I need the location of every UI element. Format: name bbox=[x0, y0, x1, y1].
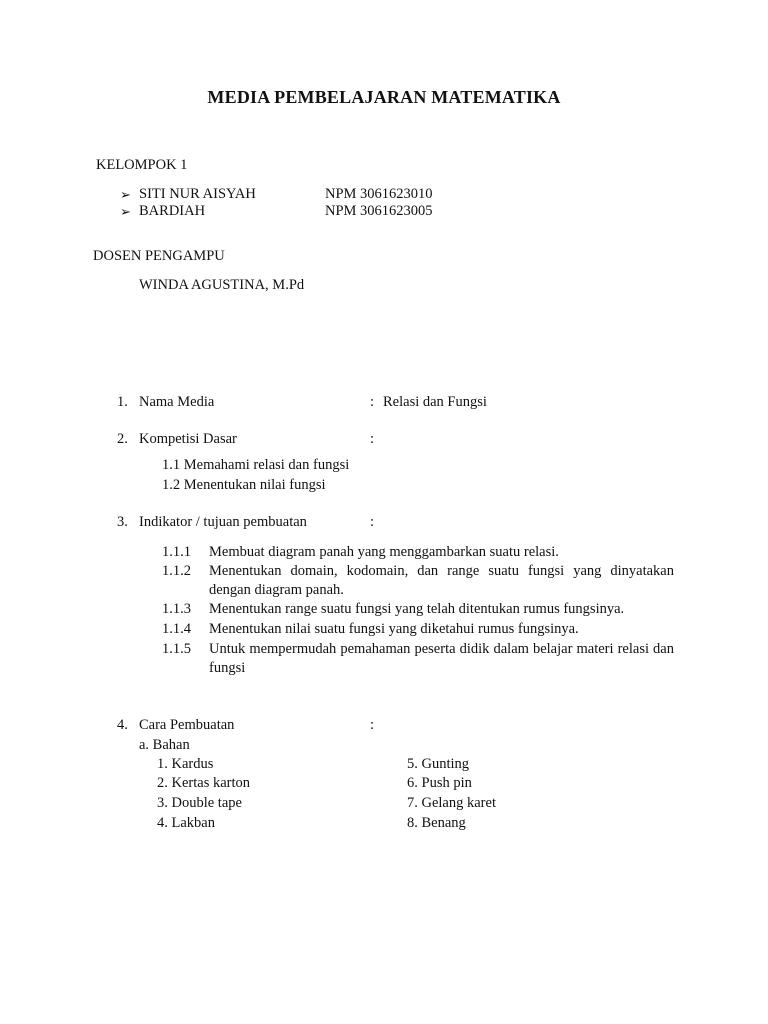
arrow-bullet-icon: ➢ bbox=[120, 204, 131, 219]
member-npm: NPM 3061623010 bbox=[325, 186, 433, 202]
member-npm: NPM 3061623005 bbox=[325, 203, 433, 219]
section-number: 3. bbox=[117, 514, 128, 530]
lecturer-label: DOSEN PENGAMPU bbox=[93, 248, 225, 264]
list-item: 7. Gelang karet bbox=[407, 795, 496, 811]
section-colon: : bbox=[370, 717, 375, 733]
section-colon: : bbox=[370, 394, 375, 410]
group-label: KELOMPOK 1 bbox=[96, 157, 188, 173]
indicator-code: 1.1.1 bbox=[162, 544, 191, 560]
list-item: 4. Lakban bbox=[157, 815, 215, 831]
indicator-code: 1.1.4 bbox=[162, 621, 191, 637]
section-value: Relasi dan Fungsi bbox=[383, 394, 487, 410]
list-item: 3. Double tape bbox=[157, 795, 242, 811]
section-label: Indikator / tujuan pembuatan bbox=[139, 514, 307, 530]
list-item: 1. Kardus bbox=[157, 756, 214, 772]
indicator-text: Menentukan range suatu fungsi yang telah ditentukan rumus fungsinya. bbox=[209, 601, 625, 617]
section-colon: : bbox=[370, 514, 375, 530]
sub-label-bahan: a. Bahan bbox=[139, 737, 190, 753]
section-number: 2. bbox=[117, 431, 128, 447]
section-label: Nama Media bbox=[139, 394, 215, 410]
document-title: MEDIA PEMBELAJARAN MATEMATIKA bbox=[207, 87, 561, 107]
indicator-text: Membuat diagram panah yang menggambarkan suatu relasi. bbox=[209, 544, 559, 560]
list-item: 8. Benang bbox=[407, 815, 466, 831]
indicator-text: Menentukan domain, kodomain, dan range suatu fungsi yang dinyatakan dengan diagram panah. bbox=[209, 563, 674, 598]
list-item: 2. Kertas karton bbox=[157, 775, 251, 791]
indicator-text: Menentukan nilai suatu fungsi yang diketahui rumus fungsinya. bbox=[209, 621, 579, 637]
section-number: 4. bbox=[117, 717, 128, 733]
arrow-bullet-icon: ➢ bbox=[120, 187, 131, 202]
section-label: Kompetisi Dasar bbox=[139, 431, 237, 447]
list-item: 6. Push pin bbox=[407, 775, 472, 791]
indicator-code: 1.1.3 bbox=[162, 601, 191, 617]
lecturer-name: WINDA AGUSTINA, M.Pd bbox=[139, 277, 305, 293]
member-name: BARDIAH bbox=[139, 203, 206, 219]
list-item: 1.2 Menentukan nilai fungsi bbox=[162, 477, 326, 493]
list-item: 1.1 Memahami relasi dan fungsi bbox=[162, 457, 350, 473]
list-item: 5. Gunting bbox=[407, 756, 470, 772]
indicator-code: 1.1.5 bbox=[162, 641, 191, 657]
section-number: 1. bbox=[117, 394, 128, 410]
indicator-text: Untuk mempermudah pemahaman peserta didik dalam belajar materi relasi dan fungsi bbox=[209, 641, 674, 676]
section-colon: : bbox=[370, 431, 375, 447]
section-label: Cara Pembuatan bbox=[139, 717, 235, 733]
member-name: SITI NUR AISYAH bbox=[139, 186, 256, 202]
indicator-code: 1.1.2 bbox=[162, 563, 191, 579]
